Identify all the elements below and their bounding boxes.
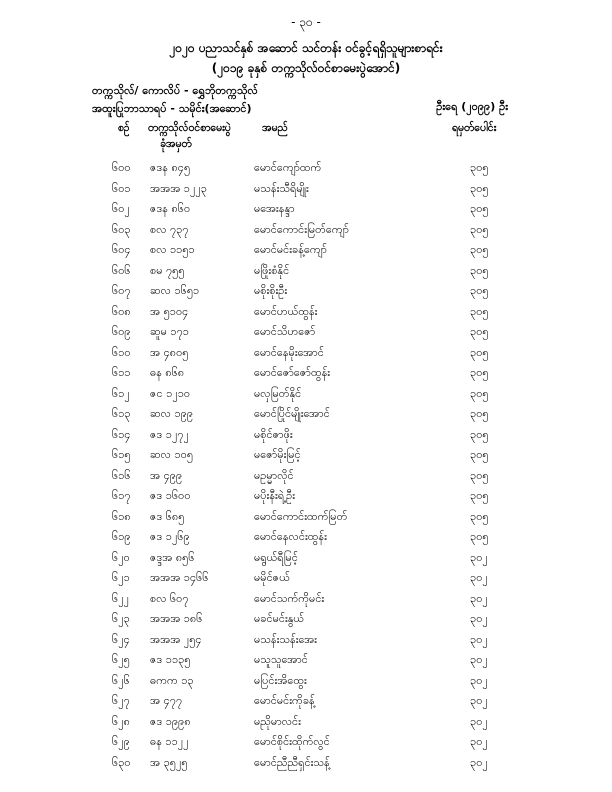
row-name: မဥမ္မာလိုင် [254,468,294,482]
row-name: မရွယ်ရီမြင့် [254,550,298,564]
row-name: မောင်သိဟဇော် [254,325,316,338]
table-row [0,302,612,323]
header-mark: ရမှတ်ပေါင်း [452,122,497,134]
row-name: မသူသူအောင် [254,653,308,666]
row-name: မောင်နေမိုးအောင် [254,345,324,359]
row-no: ၆၁၅ [112,448,131,461]
row-name: မောင်ပြိုင်မျိုးအောင် [254,407,330,420]
table-row [0,220,612,241]
row-mark: ၃၀၅ [470,489,489,502]
row-name: မမိုင်ဇယ် [254,571,290,584]
table-row [0,281,612,302]
row-name: မအေးနန္ဒာ [254,202,295,215]
row-roll: အ ၄၇၇ [150,694,183,707]
table-row [0,466,612,487]
row-mark: ၃၀၂ [470,694,488,707]
row-roll: ဇဒ ၁၂၇၂ [150,427,189,441]
row-mark: ၃၀၅ [470,304,489,318]
row-roll: ဓကက ၁၃ [150,673,194,687]
header-roll: တက္ကသိုလ်ဝင်စာမေးပွဲ [148,122,231,134]
table-row [0,261,612,282]
row-no: ၆၁၂ [112,386,130,400]
university-label: တက္ကသိုလ်/ ကောလိပ် - ရွှေဘိုတက္ကသိုလ် [92,84,258,97]
row-mark: ၃၀၅ [470,386,489,400]
row-roll: စလ ၆၀၇ [150,591,189,605]
row-mark: ၃၀၅ [470,407,489,420]
table-row [0,404,612,425]
table-row [0,158,612,179]
row-no: ၆၁၁ [112,366,131,379]
row-name: မောင်နေလင်းထွန်း [254,530,327,543]
row-roll: ဆလ ၁၉၉ [150,407,194,420]
row-mark: ၃၀၂ [470,571,488,584]
row-roll: ဇဒ္ဒအ ၈၅၆ [150,550,195,564]
row-mark: ၃၀၂ [470,755,488,769]
row-roll: အ ၃၅၂၅ [150,755,188,769]
row-roll: ဇဒ ၆၈၅ [150,509,185,523]
row-no: ၆၀၆ [112,263,131,277]
row-name: မောင်ဇော်ဇော်ထွန်း [254,366,331,379]
row-mark: ၃၀၅ [470,202,489,215]
row-no: ၆၀၇ [112,284,131,297]
row-name: မောင်ကောင်းမြတ်ကျော် [254,222,349,236]
table-row [0,753,612,774]
table-row [0,179,612,200]
row-mark: ၃၀၂ [470,735,488,748]
row-no: ၆၀၀ [112,161,131,174]
header-no: စဉ် [118,122,130,134]
row-no: ၆၀၃ [112,222,131,236]
row-no: ၆၂၈ [112,714,130,728]
table-row [0,527,612,548]
row-no: ၆၂၆ [112,673,130,687]
row-name: မသန်းသီရိမျိုး [254,181,309,195]
row-no: ၆၂၉ [112,735,130,748]
table-row [0,568,612,589]
header-name: အမည် [262,122,288,134]
row-mark: ၃၀၅ [470,468,489,482]
row-mark: ၃၀၂ [470,591,488,605]
row-name: မောင်ကောင်းထက်မြတ် [254,509,348,523]
row-mark: ၃၀၂ [470,612,488,625]
row-mark: ၃၀၅ [470,325,489,338]
row-no: ၆၀၈ [112,304,131,318]
row-roll: အ ၄၈၀၅ [150,345,189,359]
header-roll-line2: ခုံအမှတ် [160,138,192,150]
row-roll: ဇဒ ၁၂၆၉ [150,530,190,543]
row-mark: ၃၀၅ [470,161,489,174]
row-no: ၆၂၄ [112,632,130,646]
row-roll: ဇဒ ၁၆၀၀ [150,489,191,502]
table-row [0,548,612,569]
row-no: ၆၀၉ [112,325,131,338]
row-mark: ၃၀၂ [470,714,488,728]
row-roll: အအအ ၁၄၆၆ [150,571,209,584]
table-row [0,507,612,528]
row-roll: ဓန ၈၆၈ [150,366,185,379]
row-roll: ဆူမ ၁၇၁ [150,325,189,338]
count-label: ဦးရေ (၂၀၉၉) ဦး [436,100,508,113]
row-no: ၆၁၇ [112,489,131,502]
row-mark: ၃၀၅ [470,509,489,523]
table-row [0,343,612,364]
row-roll: စမ ၇၅၅ [150,263,185,277]
table-row [0,384,612,405]
row-name: မောင်ကျော်ထက် [254,161,322,174]
page-number: - ၃၀ - [291,15,321,29]
table-row [0,199,612,220]
row-mark: ၃၀၅ [470,427,489,441]
document-title: ၂၀၂၀ ပညာသင်နှစ် အဆောင် သင်တန်း ဝင်ခွင့်ရရှိသူများစာရင်း [169,41,443,55]
row-name: မပိုးနီးရဲ့ဦး [254,489,296,502]
row-mark: ၃၀၂ [470,550,488,564]
row-no: ၆၀၁ [112,181,131,195]
row-no: ၆၁၄ [112,427,131,441]
row-name: မစိုင်ဇာဖိုး [254,427,293,441]
document-subtitle: (၂၀၁၉ ခုနှစ် တက္ကသိုလ်ဝင်စာမေးပွဲအောင်) [211,61,401,75]
table-row [0,732,612,753]
row-name: မလှမြတ်နိုင် [254,386,302,400]
row-no: ၆၀၄ [112,243,131,256]
row-name: မောင်မင်းခန့်ကျော် [254,243,327,256]
row-roll: အအအ ၁၂၂၃ [150,181,207,195]
row-name: မခင်မင်းနွယ် [254,612,305,625]
row-mark: ၃၀၅ [470,345,489,359]
table-row [0,589,612,610]
row-name: မောင်ဟယ်ထွန်း [254,304,318,318]
row-mark: ၃၀၂ [470,673,488,687]
row-name: မညိုမာလင်း [254,714,301,728]
row-roll: ဆလ ၁၆၅၁ [150,284,200,297]
table-row [0,425,612,446]
row-roll: ဇဒ ၁၁၃၅ [150,653,191,666]
table-row [0,609,612,630]
table-row [0,322,612,343]
row-no: ၆၂၅ [112,653,130,666]
row-mark: ၃၀၂ [470,653,488,666]
row-mark: ၃၀၅ [470,448,489,461]
table-row [0,486,612,507]
row-roll: ဇင ၁၂၁၀ [150,386,191,400]
row-no: ၆၂၂ [112,591,129,605]
row-no: ၆၁၉ [112,530,131,543]
row-no: ၆၀၂ [112,202,130,215]
row-roll: ဇဒန ၈၆၀ [150,202,191,215]
row-name: မောင်ညီညီရှင်းသန့် [254,755,330,769]
department-label: အထူးပြုဘာသာရပ် - သမိုင်း(အဆောင်) [92,102,252,115]
row-roll: စလ ၁၁၅၁ [150,243,195,256]
table-row [0,650,612,671]
table-row [0,363,612,384]
row-mark: ၃၀၅ [470,366,489,379]
row-mark: ၃၀၅ [470,263,489,277]
row-roll: အအအ ၁၈၆ [150,612,203,625]
row-no: ၆၃၀ [112,755,131,769]
table-row [0,712,612,733]
row-mark: ၃၀၅ [470,243,489,256]
row-roll: ဓန ၁၁၂၂ [150,735,189,748]
table-row [0,445,612,466]
student-list [0,158,612,773]
row-name: မစိုးစိုးဦး [254,284,288,297]
table-row [0,630,612,651]
row-name: မပြင်းအိထွေး [254,673,307,687]
row-no: ၆၁၀ [112,345,131,359]
row-roll: ဇဒန ၈၄၅ [150,161,191,174]
row-name: မဖြိုးစံနိုင် [254,263,290,277]
row-no: ၆၂၇ [112,694,130,707]
row-mark: ၃၀၅ [470,530,489,543]
row-mark: ၃၀၅ [470,181,489,195]
table-row [0,671,612,692]
row-roll: စလ ၇၃၇ [150,222,189,236]
row-no: ၆၂၀ [112,550,130,564]
row-name: မောင်မင်းကိုခန့် [254,694,315,707]
row-no: ၆၂၁ [112,571,130,584]
row-mark: ၃၀၂ [470,632,488,646]
row-name: မသန်းသန်းအေး [254,632,317,646]
row-mark: ၃၀၅ [470,284,489,297]
row-name: မောင်စိုင်းထိုက်လွင် [254,735,330,748]
row-roll: အ ၄၉၉ [150,468,183,482]
row-no: ၆၁၆ [112,468,131,482]
row-roll: ဆလ ၁၀၅ [150,448,194,461]
table-row [0,240,612,261]
row-name: မဇော်မိုးမြင့် [254,448,301,461]
table-row [0,691,612,712]
row-no: ၆၁၃ [112,407,131,420]
row-mark: ၃၀၅ [470,222,489,236]
row-name: မောင်သက်ကိုမင်း [254,591,325,605]
row-roll: အ ၅၁၀၄ [150,304,189,318]
row-no: ၆၁၈ [112,509,131,523]
row-no: ၆၂၃ [112,612,130,625]
row-roll: အအအ ၂၅၄ [150,632,202,646]
row-roll: ဇဒ ၁၉၉၈ [150,714,191,728]
